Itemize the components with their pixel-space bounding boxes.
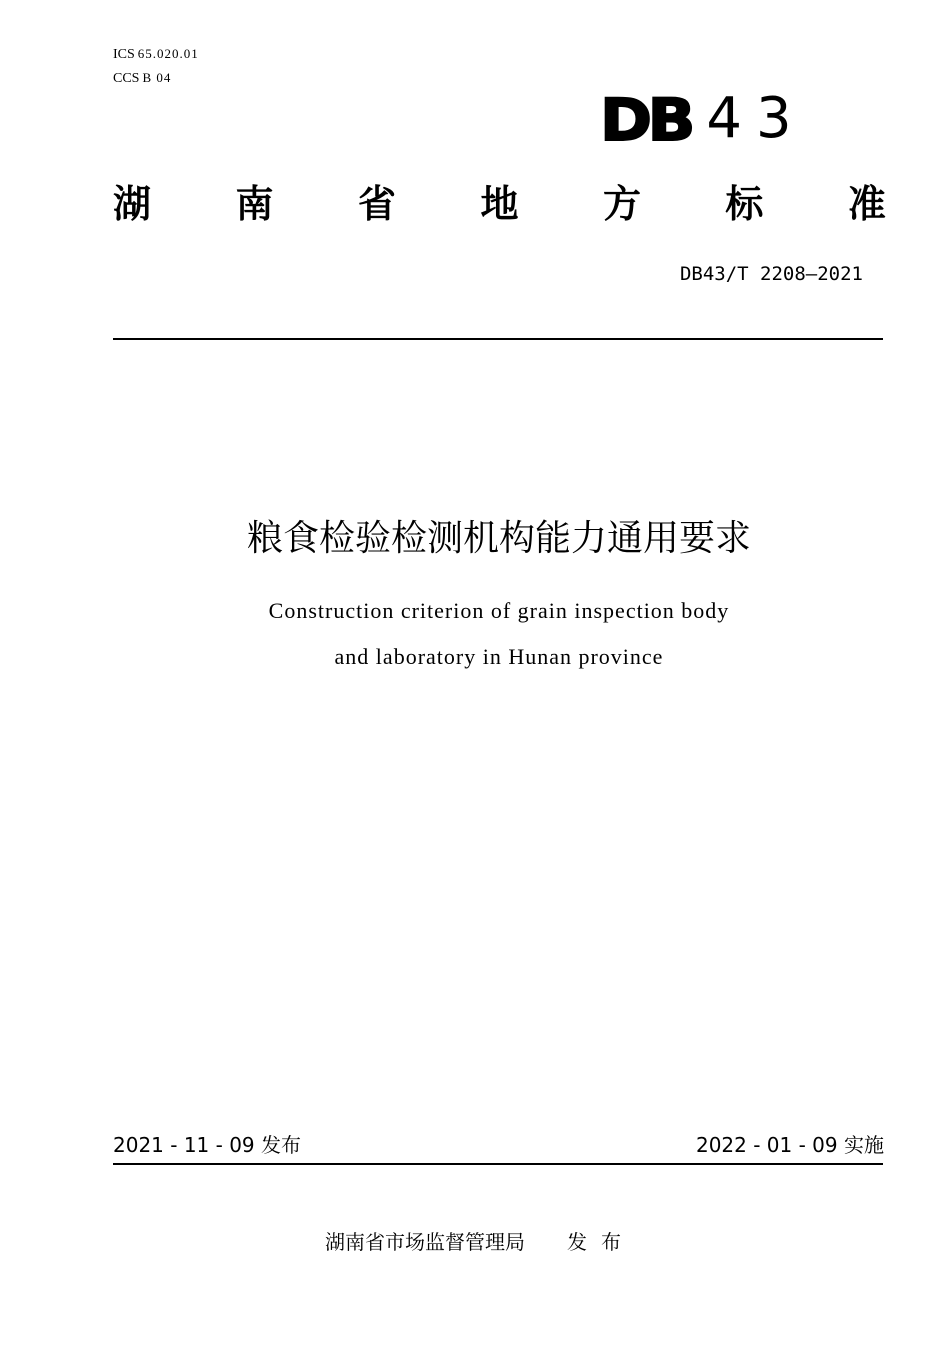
standard-mark — [600, 86, 806, 154]
issue-date: 2021 - 11 - 09 发布 — [113, 1133, 302, 1157]
standard-type-char: 地 — [480, 182, 519, 226]
ics-label: ICS — [113, 47, 135, 62]
ccs-value: B 04 — [142, 70, 172, 85]
publisher-line — [325, 1229, 635, 1255]
publisher-name: 湖南省市场监督管理局 — [325, 1230, 525, 1254]
standard-type-char: 标 — [725, 182, 764, 226]
standard-type-heading — [113, 180, 886, 228]
implementation-date: 2022 - 01 - 09 实施 — [695, 1133, 884, 1157]
standard-type-char: 省 — [357, 182, 396, 226]
ccs-label: CCS — [113, 71, 140, 86]
document-title-en-line-2: and laboratory in Hunan province — [334, 644, 664, 669]
top-divider — [113, 338, 883, 340]
bottom-divider — [113, 1163, 883, 1165]
document-title-cn: 粮食检验检测机构能力通用要求 — [246, 518, 751, 559]
standard-code: DB43/T 2208—2021 — [679, 263, 863, 285]
ics-value: 65.020.01 — [137, 46, 199, 61]
province-code: 43 — [706, 86, 806, 151]
db-logo: DB — [600, 86, 692, 154]
standard-type-char: 准 — [847, 182, 886, 226]
ics-classification — [113, 46, 199, 63]
publisher-action: 发布 — [567, 1230, 635, 1254]
ccs-classification — [113, 70, 171, 87]
standard-type-char: 湖 — [113, 182, 152, 226]
standard-type-char: 方 — [602, 182, 641, 226]
document-title-en-line-1: Construction criterion of grain inspection body — [268, 598, 730, 623]
standard-type-char: 南 — [235, 182, 274, 226]
